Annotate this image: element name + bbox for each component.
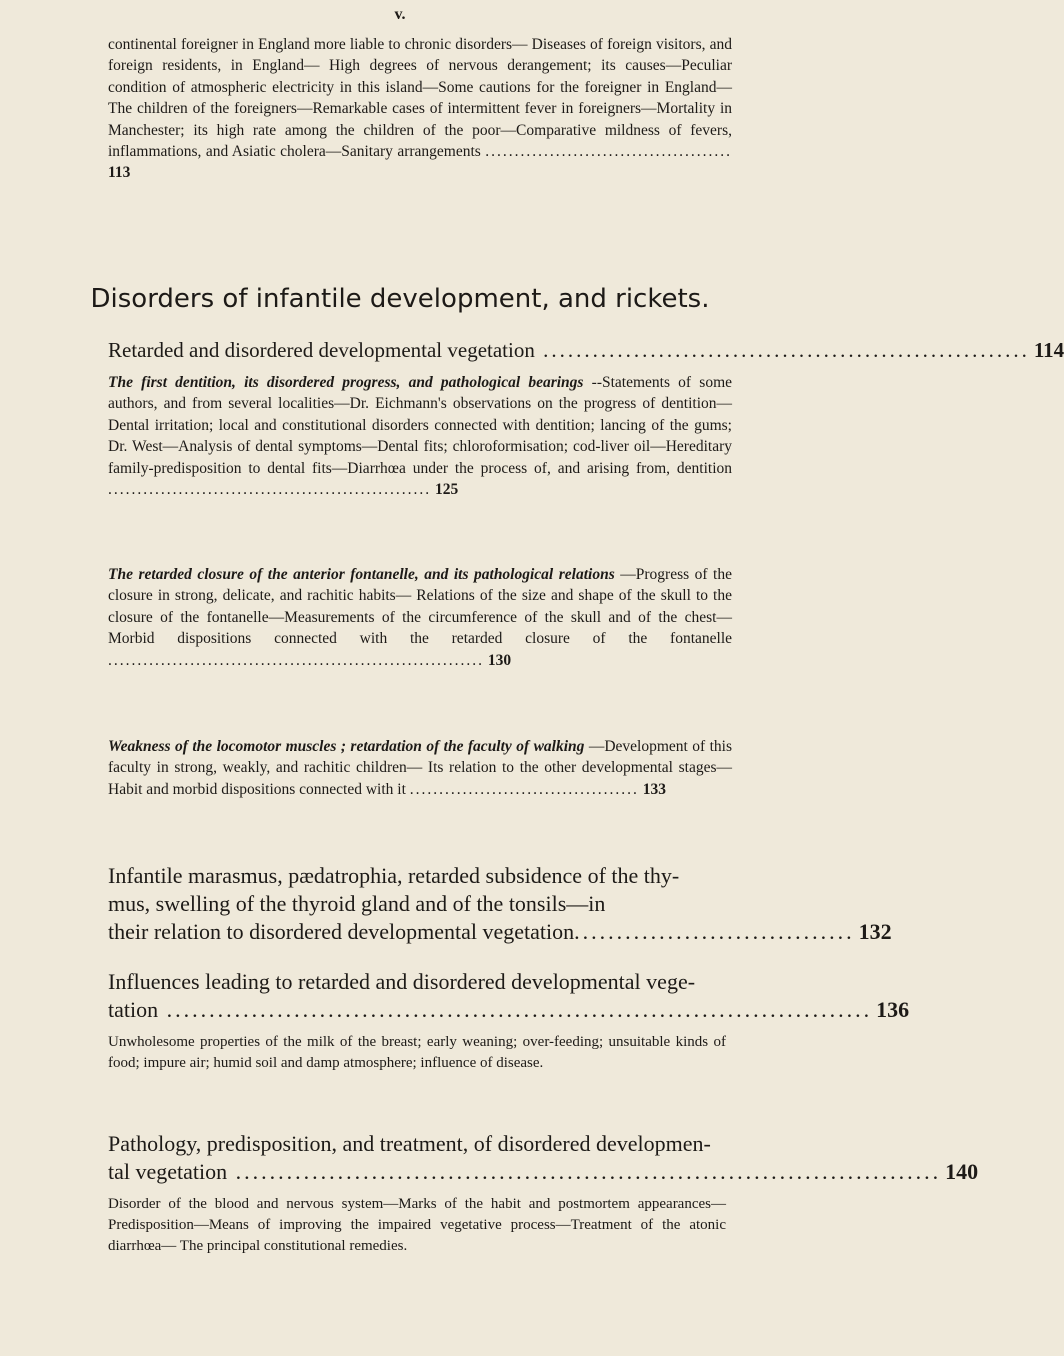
- entry-detail: Disorder of the blood and nervous system—Marks of the habit and postmortem appearances—Predisposition—Means of improving the impaired vegetative process—Treatment of the atonic diarrhœa— The principal constitutional remedies.: [108, 1196, 726, 1254]
- entry-text: —Development of this faculty in strong, weakly, and rachitic children— Its relation to the other developmental stages—Habit and morbid dispositions connected with it: [108, 738, 733, 798]
- entry-italic-title: The first dentition, its disordered progress, and pathological bearings: [108, 374, 584, 391]
- entry-title: Retarded and disordered developmental vegetation: [108, 338, 535, 362]
- entry-page-number: 132: [858, 919, 892, 944]
- entry-page-number: 125: [435, 481, 459, 499]
- entry-detail: Unwholesome properties of the milk of the breast; early weaning; over-feeding; unsuitable kinds of food; impure air; humid soil and damp atmosphere; influence of disease.: [108, 1034, 726, 1071]
- entry-page-number: 114: [1033, 338, 1064, 362]
- toc-entry-retarded-vegetation: Retarded and disordered developmental vegetation ........................................................... 114: [108, 338, 1064, 362]
- toc-entry-locomotor: Weakness of the locomotor muscles ; retardation of the faculty of walking —Development of this faculty in strong, weakly, and rachitic children— Its relation to the other developmental stages—Habit and morbid dispositions connected with it ....................................... 133: [108, 738, 733, 798]
- entry-page-number: 130: [487, 651, 512, 669]
- section-heading: Disorders of infantile development, and rickets.: [90, 284, 710, 314]
- toc-entry-marasmus: Infantile marasmus, pædatrophia, retarded subsidence of the thy- mus, swelling of the thyroid gland and of the tonsils—in their relation to disordered developmental vegetation ................................. 132: [108, 863, 892, 944]
- entry-page-number: 140: [945, 1159, 979, 1184]
- toc-entry-pathology: Pathology, predisposition, and treatment, of disordered developmen- tal vegetation ................................................................................... 140: [108, 1131, 979, 1184]
- entry-text: --Statements of some authors, and from several localities—Dr. Eichmann's observations on the progress of dentition—Dental irritation; local and constitutional disorders connected with dentition; lancing of the gums; Dr. West—Analysis of dental symptoms—Dental fits; chloroformisation; cod-liver oil—Hereditary family-predisposition to dental fits—Diarrhœa under the process of, and arising from, dentition: [108, 374, 733, 477]
- entry-page-number: 136: [876, 997, 910, 1022]
- entry-italic-title: The retarded closure of the anterior fontanelle, and its pathological relations: [108, 566, 615, 583]
- intro-text: continental foreigner in England more liable to chronic disorders— Diseases of foreign visitors, and foreign residents, in England— High degrees of nervous derangement; its causes—Peculiar condition of atmospheric electricity in this island—Some cautions for the foreigner in England—The children of the foreigners—Remarkable cases of intermittent fever in foreigners—Mortality in Manchester; its high rate among the children of the poor—Comparative mildness of fevers, inflammations, and Asiatic cholera—Sanitary arrangements .......................................... 113: [108, 36, 733, 182]
- entry-page-number: 133: [642, 780, 667, 798]
- intro-entry: [108, 34, 732, 184]
- page-marker: v.: [394, 6, 406, 23]
- toc-entry-first-dentition: The first dentition, its disordered progress, and pathological bearings --Statements of some authors, and from several localities—Dr. Eichmann's observations on the progress of dentition—Dental irritation; local and constitutional disorders connected with dentition; lancing of the gums; Dr. West—Analysis of dental symptoms—Dental fits; chloroformisation; cod-liver oil—Hereditary family-predisposition to dental fits—Diarrhœa under the process of, and arising from, dentition ....................................................... 125: [108, 374, 733, 499]
- intro-page-number: 113: [108, 164, 131, 182]
- entry-text: —Progress of the closure in strong, delicate, and rachitic habits— Relations of the size and shape of the skull to the closure of the fontanelle—Measurements of the circumference of the skull and of the chest—Morbid dispositions connected with the retarded closure of the fontanelle: [108, 566, 732, 648]
- toc-entry-influences: Influences leading to retarded and disordered developmental vege- tation ................................................................................... 136: [108, 969, 910, 1022]
- entry-italic-title: Weakness of the locomotor muscles ; retardation of the faculty of walking: [108, 738, 585, 755]
- toc-entry-fontanelle: The retarded closure of the anterior fontanelle, and its pathological relations —Progress of the closure in strong, delicate, and rachitic habits— Relations of the size and shape of the skull to the closure of the fontanelle—Measurements of the circumference of the skull and of the chest—Morbid dispositions connected with the retarded closure of the fontanelle ................................................................ 130: [108, 566, 732, 669]
